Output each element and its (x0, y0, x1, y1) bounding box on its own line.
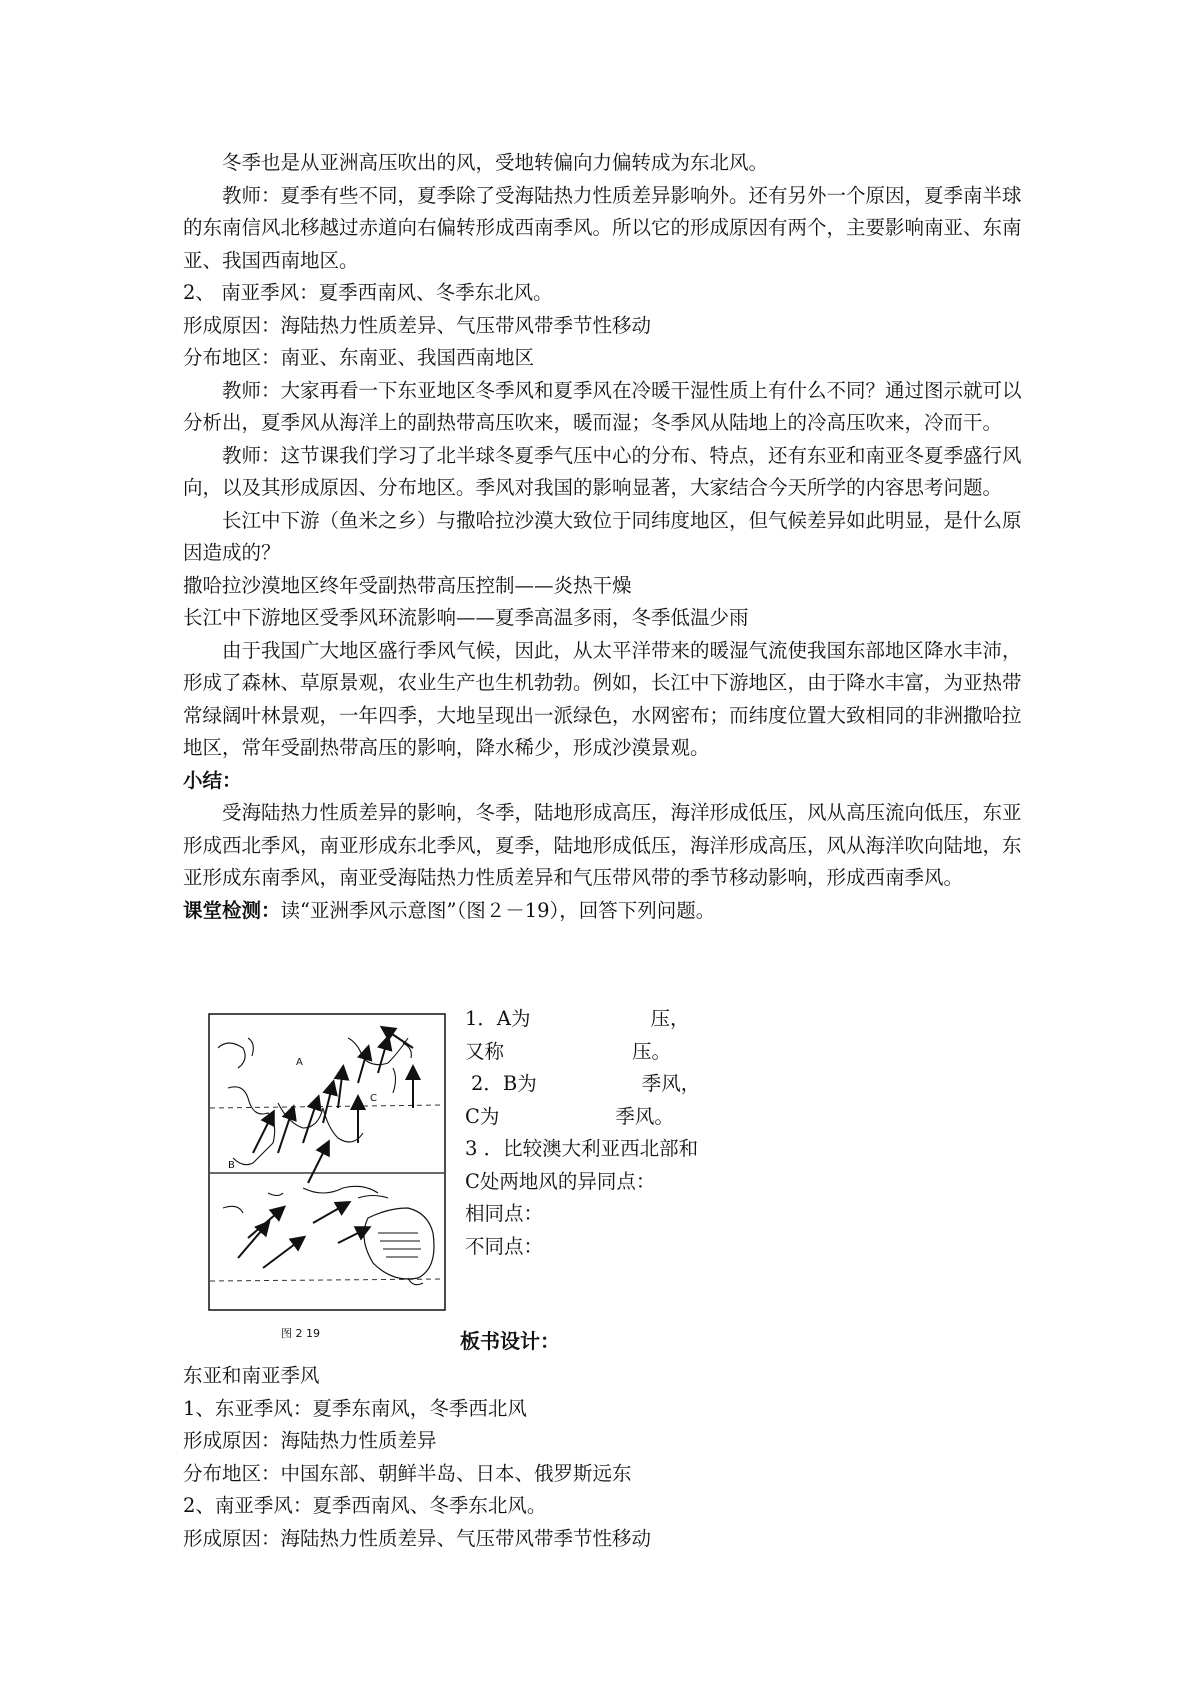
q1b: 压， (650, 1007, 690, 1030)
questions (465, 1003, 765, 1263)
q1a: 1．A为 (465, 1007, 531, 1030)
paragraph: 教师：大家再看一下东亚地区冬季风和夏季风在冷暖干湿性质上有什么不同？通过图示就可以分析出，夏季风从海洋上的副热带高压吹来，暖而湿；冬季风从陆地上的冷高压吹来，冷而干。 (183, 378, 1022, 434)
diff-point-label: 不同点： (465, 1234, 544, 1258)
monsoon-map (208, 1013, 448, 1313)
paragraph: 长江中下游地区受季风环流影响——夏季高温多雨，冬季低温少雨 (183, 606, 749, 629)
paragraph: 形成原因：海陆热力性质差异、气压带风带季节性移动 (183, 313, 652, 337)
paragraph: 分布地区：南亚、东南亚、我国西南地区 (183, 346, 535, 369)
exercise-block (183, 1003, 1023, 1340)
q2c: C为 (465, 1104, 500, 1128)
q3b: C处两地风的异同点： (465, 1169, 656, 1193)
paragraph: 冬季也是从亚洲高压吹出的风，受地转偏向力偏转成为东北风。 (222, 151, 769, 174)
summary-text: 受海陆热力性质差异的影响，冬季，陆地形成高压，海洋形成低压，风从高压流向低压，东亚形成西北季风，南亚形成东北季风，夏季，陆地形成低压，海洋形成高压，风从海洋吹向陆地，东亚形成东南季风，南亚受海陆热力性质差异和气压带风带的季节移动影响，形成西南季风。 (183, 801, 1022, 889)
q1d: 压。 (632, 1039, 672, 1063)
board-line: 1、东亚季风：夏季东南风，冬季西北风 (183, 1396, 527, 1420)
figure-caption: 图 2 19 (281, 1327, 320, 1340)
q2b: 季风， (641, 1072, 701, 1095)
q2a: 2．B为 (471, 1072, 537, 1095)
board-line: 形成原因：海陆热力性质差异 (183, 1429, 437, 1452)
q1c: 又称 (465, 1039, 505, 1063)
exercise-intro-line (183, 895, 1023, 928)
exercise-heading: 课堂检测： (183, 898, 281, 922)
board-title: 板书设计： (460, 1329, 560, 1353)
q2d: 季风。 (615, 1104, 674, 1128)
paragraph: 教师：这节课我们学习了北半球冬夏季气压中心的分布、特点，还有东亚和南亚冬夏季盛行风向，以及其形成原因、分布地区。季风对我国的影响显著，大家结合今天所学的内容思考问题。 (183, 443, 1022, 499)
board-line: 形成原因：海陆热力性质差异、气压带风带季节性移动 (183, 1526, 652, 1550)
label-b: B (228, 1160, 235, 1171)
same-point-label: 相同点： (465, 1202, 544, 1225)
paragraph: 由于我国广大地区盛行季风气候，因此，从太平洋带来的暖湿气流使我国东部地区降水丰沛，形成了森林、草原景观，农业生产也生机勃勃。例如，长江中下游地区，由于降水丰富，为亚热带常绿阔叶林景观，一年四季，大地呈现出一派绿色，水网密布；而纬度位置大致相同的非洲撒哈拉地区，常年受副热带高压的影响，降水稀少，形成沙漠景观。 (183, 638, 1022, 759)
map-figure (208, 1013, 448, 1313)
board-line: 2、南亚季风：夏季西南风、冬季东北风。 (183, 1494, 547, 1517)
paragraph: 撒哈拉沙漠地区终年受副热带高压控制——炎热干燥 (183, 573, 632, 597)
board-line: 东亚和南亚季风 (183, 1364, 320, 1387)
paragraph: 教师：夏季有些不同，夏季除了受海陆热力性质差异影响外。还有另外一个原因，夏季南半球的东南信风北移越过赤道向右偏转形成西南季风。所以它的形成原因有两个，主要影响南亚、东南亚、我国西南地区。 (183, 183, 1022, 272)
paragraph: 2、 南亚季风：夏季西南风、冬季东北风。 (183, 281, 553, 304)
summary-heading: 小结： (183, 768, 242, 792)
board-design (183, 1360, 1023, 1555)
exercise-intro: 读“亚洲季风示意图”（图２－19），回答下列问题。 (280, 898, 716, 922)
body-text (183, 147, 1023, 927)
board-line: 分布地区：中国东部、朝鲜半岛、日本、俄罗斯远东 (183, 1461, 632, 1485)
label-c: C (370, 1093, 377, 1104)
paragraph: 长江中下游（鱼米之乡）与撒哈拉沙漠大致位于同纬度地区，但气候差异如此明显，是什么原因造成的？ (183, 508, 1022, 564)
label-a: A (296, 1057, 303, 1068)
q3a: 3 ．比较澳大利亚西北部和 (465, 1137, 699, 1160)
